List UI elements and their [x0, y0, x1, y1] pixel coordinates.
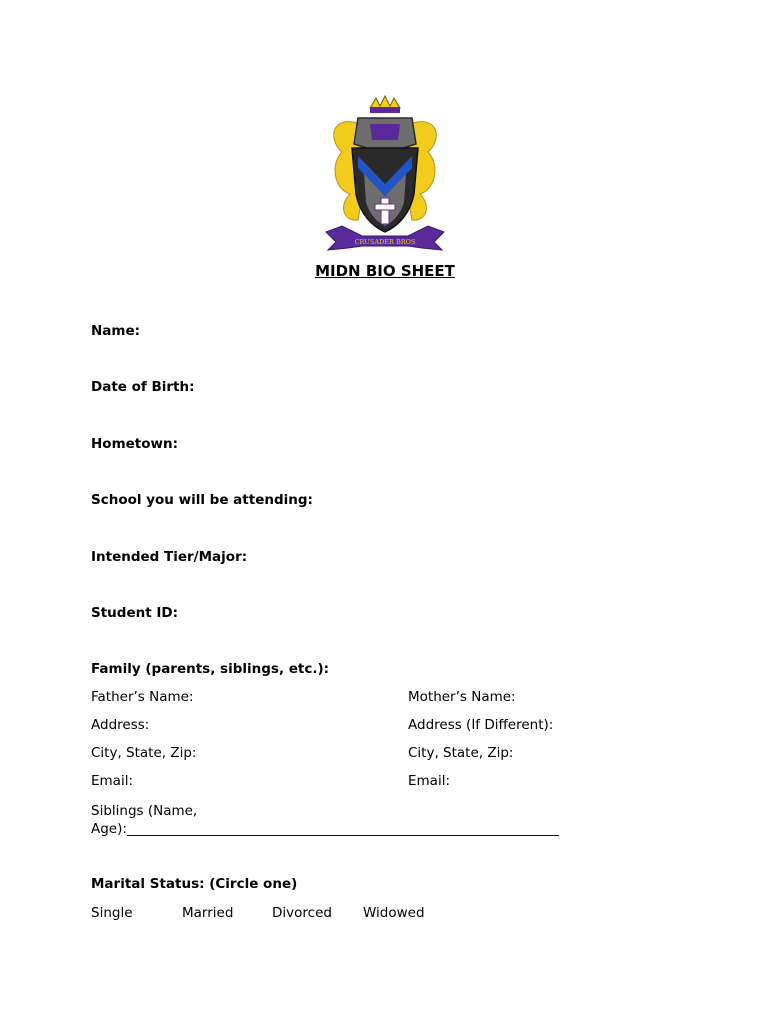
- marital-option-single: Single: [91, 905, 133, 921]
- marital-option-married: Married: [182, 905, 234, 921]
- siblings-label: Siblings (Name, Age):: [91, 803, 198, 837]
- crest-crown: [370, 96, 400, 108]
- father-city-state-zip-label: City, State, Zip:: [91, 745, 197, 761]
- school-label: School you will be attending:: [91, 492, 313, 508]
- father-address-label: Address:: [91, 717, 150, 733]
- tier-major-label: Intended Tier/Major:: [91, 549, 248, 565]
- student-id-label: Student ID:: [91, 605, 178, 621]
- crest-cross-horizontal: [375, 204, 395, 210]
- mother-city-state-zip-label: City, State, Zip:: [408, 745, 514, 761]
- fathers-name-label: Father’s Name:: [91, 689, 194, 705]
- crest-logo: [322, 94, 448, 256]
- name-label: Name:: [91, 323, 141, 339]
- crest-banner-text: CRUSADER BROS: [354, 238, 416, 246]
- dob-label: Date of Birth:: [91, 379, 195, 395]
- crest-crown-band: [370, 107, 400, 113]
- crest-helmet-visor: [370, 124, 400, 140]
- family-label: Family (parents, siblings, etc.):: [91, 661, 330, 677]
- mothers-name-label: Mother’s Name:: [408, 689, 516, 705]
- marital-option-widowed: Widowed: [363, 905, 425, 921]
- page-title: MIDN BIO SHEET: [315, 262, 455, 280]
- marital-option-divorced: Divorced: [272, 905, 332, 921]
- siblings-line: ________________________________________________________________: [126, 821, 559, 837]
- hometown-label: Hometown:: [91, 436, 179, 452]
- siblings-field: [91, 802, 611, 838]
- mother-email-label: Email:: [408, 773, 451, 789]
- crest-cross-vertical: [381, 198, 389, 224]
- mother-address-label: Address (If Different):: [408, 717, 554, 733]
- father-email-label: Email:: [91, 773, 134, 789]
- marital-status-label: Marital Status: (Circle one): [91, 876, 298, 892]
